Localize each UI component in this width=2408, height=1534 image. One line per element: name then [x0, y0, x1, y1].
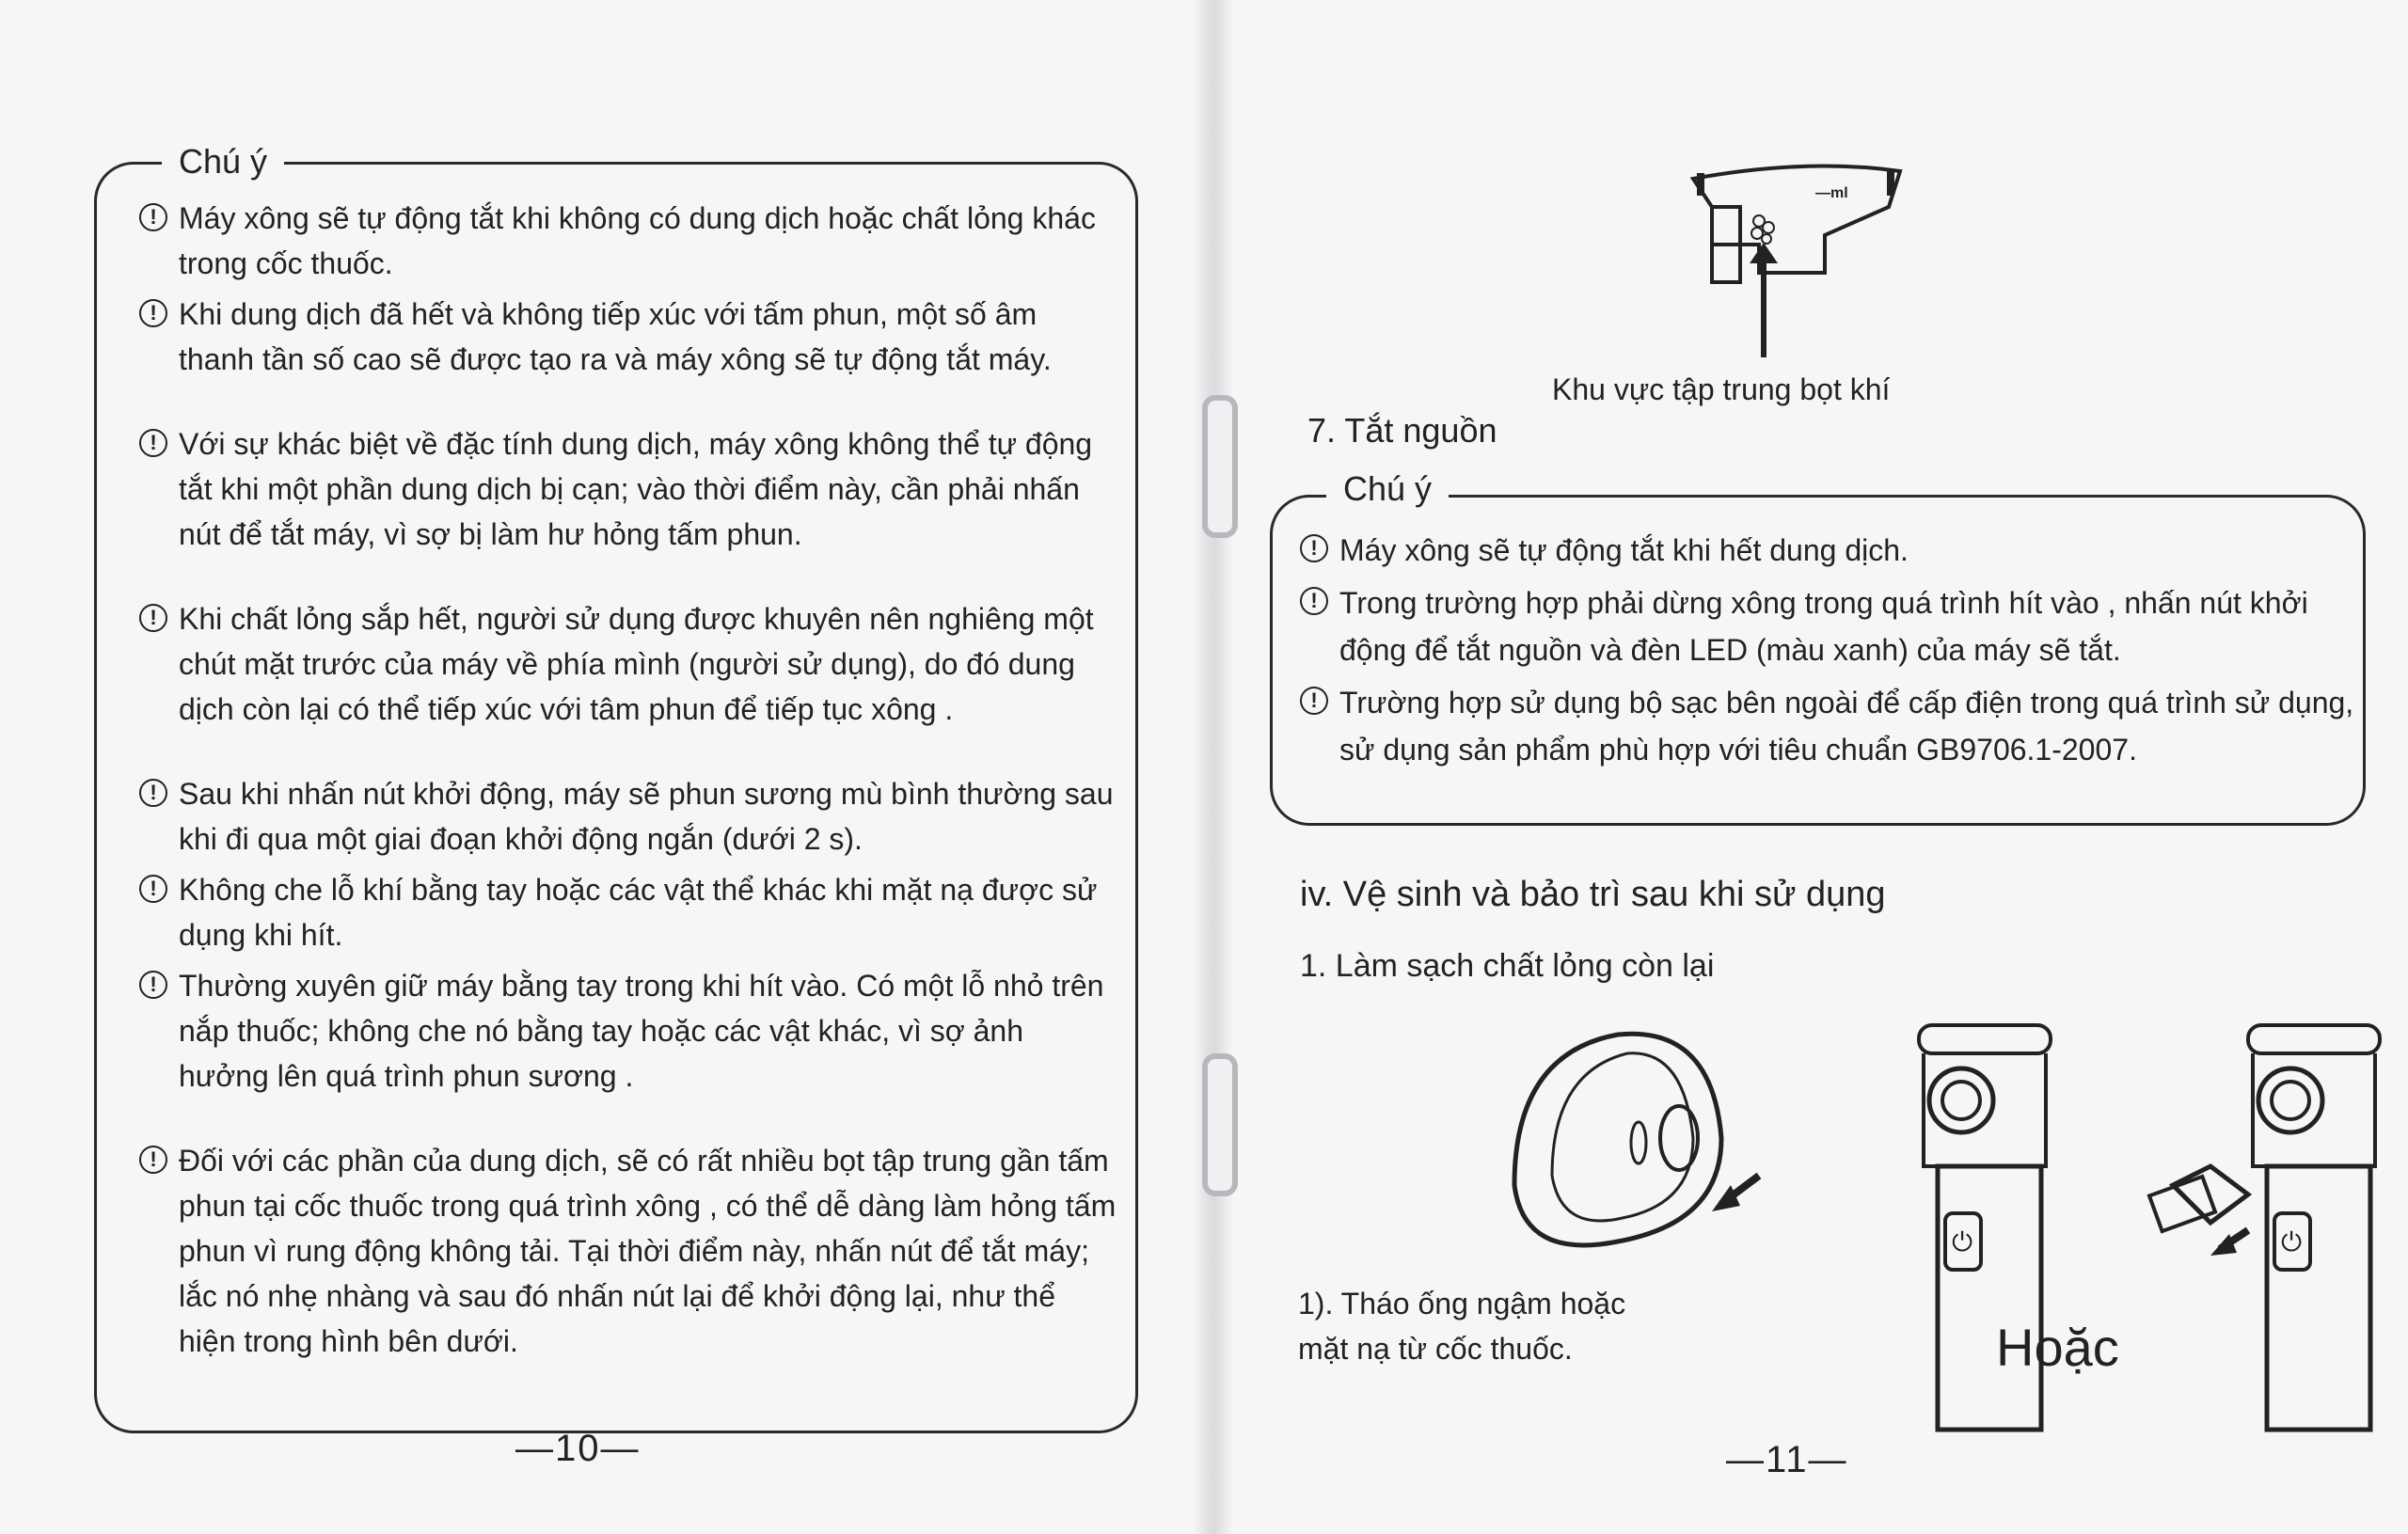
- figure-caption: Khu vực tập trung bọt khí: [1552, 372, 1891, 406]
- note-text: Khi dung dịch đã hết và không tiếp xúc với tấm phun, một số âm thanh tần số cao sẽ được tạo ra và máy xông sẽ tự động tắt máy.: [179, 297, 1052, 376]
- nebulizer-cup-figure: [1674, 150, 1938, 367]
- note-item: [139, 596, 1117, 732]
- section-heading: iv. Vệ sinh và bảo trì sau khi sử dụng: [1300, 875, 1886, 914]
- note-text: Với sự khác biệt về đặc tính dung dịch, máy xông không thể tự động tắt khi một phần dung dịch bị cạn; vào thời điểm này, cần phải nhấn nút để tắt máy, vì sợ bị làm hư hỏng tấm phun.: [179, 427, 1093, 551]
- note-text: Khi chất lỏng sắp hết, người sử dụng được khuyên nên nghiêng một chút mặt trước của máy về phía mình (người sử dụng), do đó dung dịch còn lại có thể tiếp xúc với tâm phun để tiếp tục xông .: [179, 602, 1094, 726]
- note-text: Trong trường hợp phải dừng xông trong quá trình hít vào , nhấn nút khởi động để tắt nguồn và đèn LED (màu xanh) của máy sẽ tắt.: [1339, 586, 2308, 667]
- note-text: Sau khi nhấn nút khởi động, máy sẽ phun sương mù bình thường sau khi đi qua một giai đoạn khởi động ngắn (dưới 2 s).: [179, 777, 1114, 856]
- section-title: 7. Tắt nguồn: [1307, 411, 1497, 450]
- warning-icon: !: [139, 779, 167, 807]
- warning-icon: !: [139, 203, 167, 231]
- note-item: [139, 421, 1117, 557]
- power-icon: ⏻: [2281, 1226, 2303, 1257]
- book-gutter: [1195, 0, 1232, 1534]
- note-item: [1300, 579, 2363, 673]
- note-item: [139, 292, 1117, 382]
- power-icon: ⏻: [1952, 1226, 1973, 1257]
- note-text: Không che lỗ khí bằng tay hoặc các vật thể khác khi mặt nạ được sử dụng khi hít.: [179, 873, 1098, 952]
- step-description: 1). Tháo ống ngậm hoặc mặt nạ từ cốc thuốc.: [1298, 1287, 1626, 1366]
- note-item: [139, 196, 1117, 286]
- staple-bottom: [1202, 1053, 1238, 1196]
- note-item: [139, 963, 1117, 1099]
- cleaning-illustration: [1496, 997, 2399, 1448]
- note-item: [139, 1138, 1117, 1364]
- warning-icon: !: [1300, 587, 1328, 615]
- left-note-title: Chú ý: [162, 141, 284, 182]
- note-text: Máy xông sẽ tự động tắt khi không có dung dịch hoặc chất lỏng khác trong cốc thuốc.: [179, 201, 1096, 280]
- warning-icon: !: [139, 875, 167, 903]
- warning-icon: !: [139, 971, 167, 999]
- note-item: [1300, 527, 2363, 574]
- warning-icon: !: [139, 1146, 167, 1174]
- staple-top: [1202, 395, 1238, 538]
- warning-icon: !: [1300, 534, 1328, 562]
- note-text: Máy xông sẽ tự động tắt khi hết dung dịch.: [1339, 533, 1909, 567]
- warning-icon: !: [139, 604, 167, 632]
- volume-mark: —ml: [1815, 185, 1848, 201]
- right-note-list: [1300, 527, 2363, 773]
- page-number: —11—: [1726, 1439, 1848, 1480]
- note-item: [1300, 679, 2363, 773]
- warning-icon: !: [1300, 687, 1328, 715]
- page-number: —10—: [515, 1428, 641, 1469]
- warning-icon: !: [139, 429, 167, 457]
- step-title: 1. Làm sạch chất lỏng còn lại: [1300, 948, 1715, 984]
- note-text: Đối với các phần của dung dịch, sẽ có rất nhiều bọt tập trung gần tấm phun tại cốc thuốc trong quá trình xông , có thể dễ dàng làm hỏng tấm phun vì rung động không tải. Tại thời điểm này, nhấn nút để tắt máy; lắc nó nhẹ nhàng và sau đó nhấn nút lại để khởi động lại, như thể hiện trong hình bên dưới.: [179, 1144, 1117, 1358]
- or-label: Hoặc: [1996, 1318, 2119, 1377]
- note-text: Trường hợp sử dụng bộ sạc bên ngoài để cấp điện trong quá trình sử dụng, sử dụng sản phẩm phù hợp với tiêu chuẩn GB9706.1-2007.: [1339, 686, 2354, 767]
- warning-icon: !: [139, 299, 167, 327]
- left-note-list: [139, 196, 1117, 1364]
- note-item: [139, 867, 1117, 957]
- note-item: [139, 771, 1117, 862]
- right-page: [1213, 0, 2408, 1534]
- note-text: Thường xuyên giữ máy bằng tay trong khi hít vào. Có một lỗ nhỏ trên nắp thuốc; không che nó bằng tay hoặc các vật khác, vì sợ ảnh hưởng lên quá trình phun sương .: [179, 969, 1104, 1093]
- right-note-title: Chú ý: [1326, 468, 1449, 510]
